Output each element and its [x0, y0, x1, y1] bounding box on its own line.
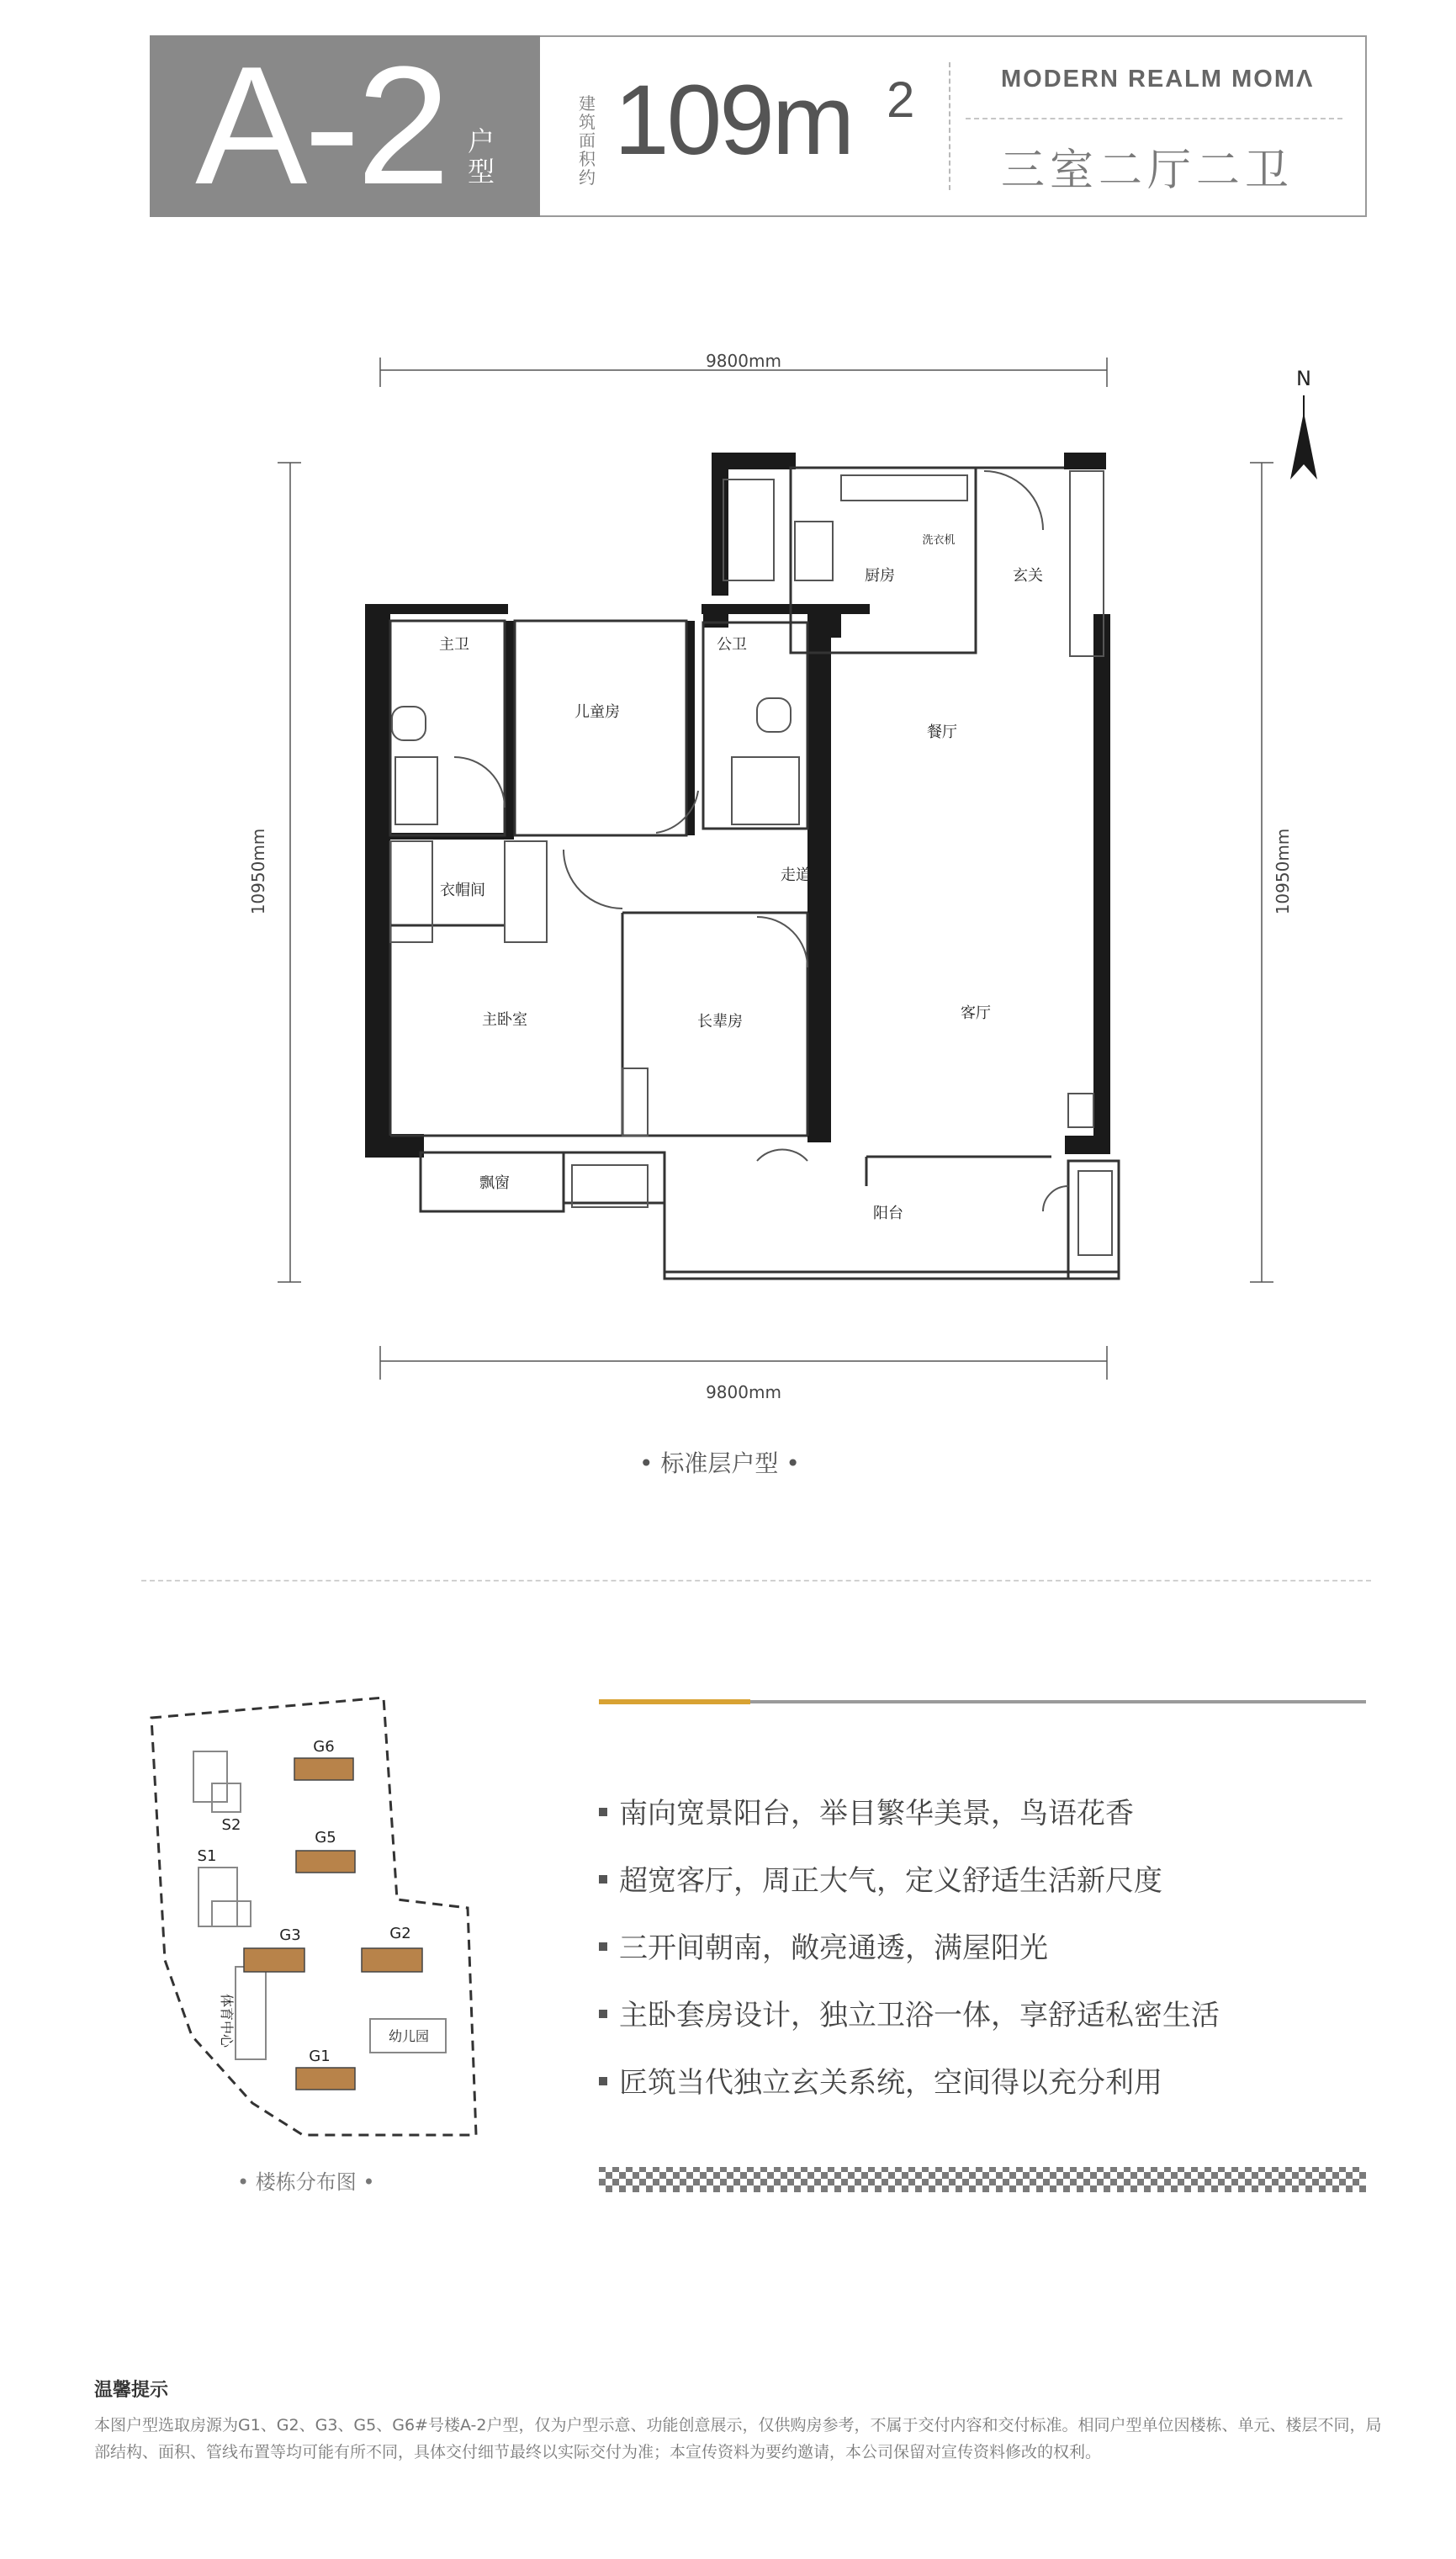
building-g1: G1 — [309, 2048, 331, 2065]
feature-text: 主卧套房设计，独立卫浴一体，享舒适私密生活 — [619, 1999, 1220, 2032]
feature-text: 超宽客厅，周正大气，定义舒适生活新尺度 — [619, 1864, 1162, 1898]
building-s1: S1 — [197, 1847, 217, 1865]
room-washer: 洗衣机 — [922, 534, 956, 547]
building-g2: G2 — [389, 1925, 411, 1942]
checker-strip — [599, 2165, 1366, 2194]
unit-type-code: A-2 — [195, 32, 447, 220]
room-entrance: 玄关 — [1013, 567, 1043, 585]
area-value: 109m — [614, 65, 853, 176]
dimension-right: 10950mm — [1273, 828, 1293, 915]
unit-type-suffix: 户型 — [468, 125, 495, 188]
kindergarten-label: 幼儿园 — [388, 2028, 430, 2044]
room-kids: 儿童房 — [574, 703, 620, 721]
bullet-icon — [599, 1808, 607, 1816]
room-master-bath: 主卫 — [439, 636, 469, 654]
room-public-bath: 公卫 — [717, 636, 747, 654]
feature-item — [599, 1790, 1134, 1831]
header-divider — [949, 62, 950, 190]
area-label: 建筑面积约 — [579, 93, 596, 188]
sports-center-label: 体育中心 — [219, 1993, 235, 2048]
notes-line-1: 本图户型选取房源为G1、G2、G3、G5、G6#号楼A-2户型，仅为户型示意、功能创意展示，仅供购房参考，不属于交付内容和交付标准。相同户型单位因楼栋、单元、楼层不同，局 — [94, 2416, 1382, 2434]
building-g5: G5 — [315, 1829, 336, 1846]
bullet-icon — [599, 1875, 607, 1883]
notes-title: 温馨提示 — [94, 2380, 169, 2401]
feature-text: 匠筑当代独立玄关系统，空间得以充分利用 — [619, 2066, 1162, 2100]
brand-name: MODERN REALM MOMΛ — [1001, 66, 1315, 93]
room-bay-window: 飘窗 — [479, 1174, 510, 1192]
building-g6: G6 — [313, 1738, 335, 1756]
room-kitchen: 厨房 — [865, 567, 895, 585]
fixtures — [390, 471, 1112, 1255]
feature-text: 南向宽景阳台，举目繁华美景，鸟语花香 — [619, 1797, 1134, 1831]
notes-line-2: 部结构、面积、管线布置等均可能有所不同，具体交付细节最终以实际交付为准；本宣传资料为要约邀请，本公司保留对宣传资料修改的权利。 — [94, 2443, 1102, 2461]
site-map-caption: • 楼栋分布图 • — [237, 2170, 375, 2194]
room-master-bedroom: 主卧室 — [482, 1011, 527, 1029]
dimension-bottom: 9800mm — [706, 1382, 781, 1402]
dimension-left: 10950mm — [248, 828, 268, 915]
area-unit-superscript: 2 — [887, 72, 915, 128]
accent-bar-gray — [750, 1700, 1366, 1703]
feature-item — [599, 1857, 1162, 1899]
plan-caption: • 标准层户型 • — [639, 1449, 800, 1477]
feature-text: 三开间朝南，敞亮通透，满屋阳光 — [619, 1931, 1048, 1965]
room-corridor: 走道 — [781, 866, 811, 884]
north-arrow-icon — [1290, 367, 1317, 479]
dimension-top: 9800mm — [706, 351, 781, 371]
walls — [365, 453, 1110, 1158]
bullet-icon — [599, 2077, 607, 2085]
building-s2: S2 — [221, 1816, 241, 1834]
rooms-summary: 三室二厅二卫 — [1001, 146, 1295, 196]
feature-item — [599, 1992, 1220, 2033]
feature-item — [599, 2059, 1162, 2101]
room-living: 客厅 — [961, 1004, 991, 1022]
site-map — [135, 1682, 496, 2145]
dimension-lines — [278, 358, 1273, 1380]
section-divider — [141, 1580, 1371, 1581]
bullet-icon — [599, 1942, 607, 1951]
building-g3: G3 — [279, 1926, 301, 1944]
floor-plan — [248, 336, 1346, 1430]
accent-bar-gold — [599, 1699, 750, 1704]
north-label: N — [1296, 367, 1311, 390]
room-elder: 长辈房 — [697, 1013, 743, 1030]
balcony-outline — [421, 1152, 1119, 1279]
brand-divider — [966, 118, 1342, 119]
bullet-icon — [599, 2010, 607, 2018]
room-balcony: 阳台 — [873, 1205, 903, 1222]
feature-item — [599, 1925, 1048, 1966]
room-dining: 餐厅 — [927, 723, 957, 741]
room-cloakroom: 衣帽间 — [440, 882, 485, 899]
